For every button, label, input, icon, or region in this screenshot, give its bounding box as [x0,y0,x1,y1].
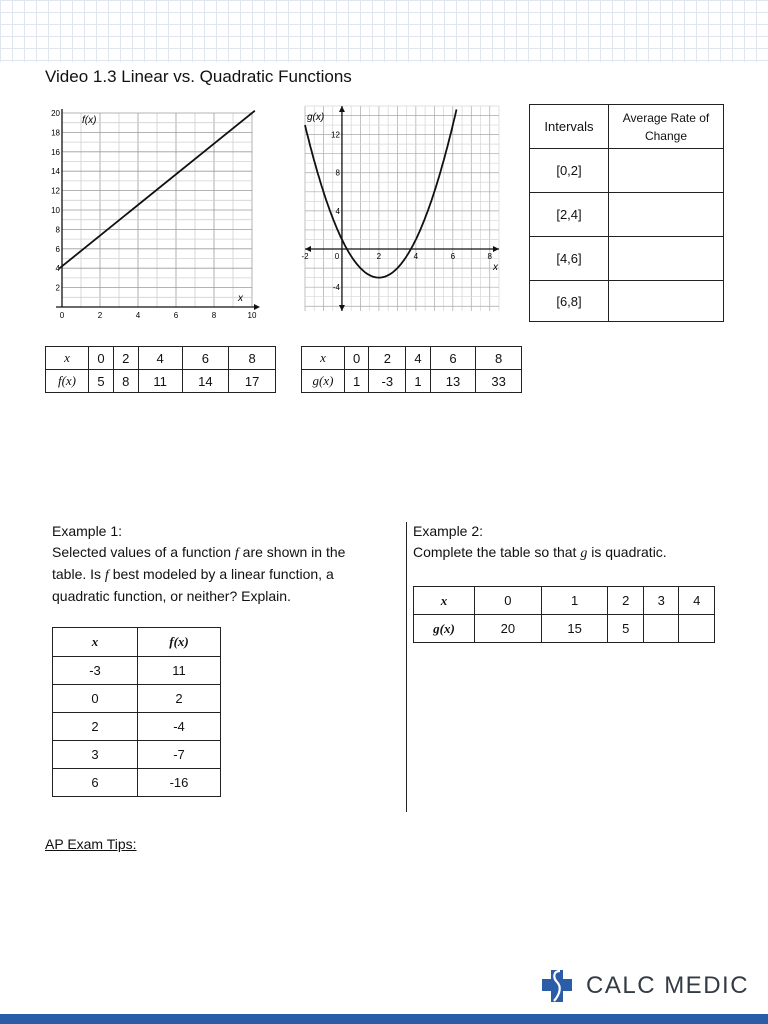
ap-exam-tips-heading: AP Exam Tips: [45,836,137,852]
f-table-x-cell: 4 [138,347,182,370]
interval-cell: [0,2] [530,149,609,193]
example-2-gx-label: g(x) [414,615,475,643]
graph-g-x-tick-label: 0 [334,252,340,262]
graph-f-y-tick-label: 6 [55,244,60,254]
example-1-col-x-header: x [53,628,138,657]
rate-answer-cell[interactable] [609,281,724,322]
graph-g-y-tick-label: -4 [332,283,340,293]
rate-answer-cell[interactable] [609,149,724,193]
graph-f-y-tick-label: 16 [51,147,60,157]
example-2-prompt [413,542,743,564]
example-2-text: Complete the table so that [413,544,581,560]
example-1-prompt-line-3: quadratic function, or neither? Explain. [52,588,291,604]
example-1-prompt-line-2 [52,564,397,586]
example-2-table [413,586,715,643]
graph-g-y-tick-label: 4 [335,206,340,216]
f-table-x-cell: 6 [182,347,229,370]
graph-f-x-axis-letter: x [238,293,243,304]
graph-f-y-tick-label: 2 [55,283,60,293]
graph-f-function-label: f(x) [82,115,97,126]
g-table-x-cell: 4 [406,347,430,370]
example-2-text: is quadratic. [587,544,667,560]
example-1-x-cell: 3 [53,741,138,769]
interval-cell: [2,4] [530,193,609,237]
graph-g-x-tick-label: 2 [376,252,382,262]
example-2-g-cell: 20 [475,615,542,643]
graph-f-x-tick-label: 2 [97,311,103,320]
example-1-text: are shown in the [238,544,346,560]
interval-cell: [4,6] [530,237,609,281]
brand-name: CALC MEDIC [586,972,750,999]
graph-f-x-arrow [254,304,260,310]
graph-f-tick-labels [51,109,257,320]
graph-f-y-tick-label: 20 [51,109,60,118]
example-1-text: best modeled by a linear function, a [108,566,334,582]
example-1-block [52,521,397,607]
graph-f-x-tick-label: 10 [247,311,257,320]
example-1-x-cell: 0 [53,685,138,713]
graph-f-y-tick-label: 12 [51,186,60,196]
f-table-y-cell: 11 [138,370,182,393]
f-table-y-cell: 8 [113,370,138,393]
footer-bar [0,1014,768,1024]
f-table-x-label: x [46,347,89,370]
example-2-x-cell: 4 [679,587,715,615]
rate-answer-cell[interactable] [609,237,724,281]
example-1-prompt-line-1 [52,542,397,564]
example-1-heading: Example 1: [52,523,123,539]
g-table-gx-label: g(x) [302,370,345,393]
example-1-text: Selected values of a function [52,544,235,560]
header-grid-pattern [0,0,768,62]
example-2-block [413,521,743,564]
example-2-x-label: x [414,587,475,615]
example-1-text: table. Is [52,566,105,582]
example-1-x-cell: 2 [53,713,138,741]
graph-f-y-tick-label: 10 [51,206,60,215]
function-symbol: g [580,546,588,561]
graph-g-y-tick-label: 8 [335,168,340,178]
example-2-x-cell: 0 [475,587,542,615]
graph-g-y-arrow-down [339,305,345,311]
example-2-g-cell: 15 [541,615,608,643]
example-2-heading: Example 2: [413,523,484,539]
function-symbol: f [234,546,239,561]
interval-cell: [6,8] [530,281,609,322]
graph-f-x-tick-label: 4 [135,311,141,320]
f-table-x-cell: 2 [113,347,138,370]
rate-table-header-intervals: Intervals [530,105,609,149]
example-1-fx-cell: -4 [138,713,221,741]
f-table-x-cell: 0 [89,347,114,370]
graph-f-y-tick-label: 18 [51,128,60,138]
graph-f-x-tick-label: 0 [59,311,65,320]
f-table-x-cell: 8 [229,347,276,370]
f-table-y-cell: 14 [182,370,229,393]
g-table-x-label: x [302,347,345,370]
example-2-g-cell: 5 [608,615,644,643]
graph-f [40,103,260,325]
example-2-x-cell: 2 [608,587,644,615]
g-table-y-cell: 33 [476,370,522,393]
example-1-fx-cell: 11 [138,657,221,685]
graph-f-y-tick-label: 14 [51,167,60,177]
graph-g-x-tick-label: 6 [450,252,456,262]
example-1-fx-cell: -16 [138,769,221,797]
graph-g [297,103,507,318]
example-1-table [52,627,221,797]
column-divider [406,522,407,812]
example-2-x-cell: 1 [541,587,608,615]
example-1-x-cell: 6 [53,769,138,797]
graph-f-grid [62,113,252,307]
f-values-table [45,346,276,393]
graph-g-x-tick-label: 4 [413,252,419,262]
graph-f-x-tick-label: 8 [211,311,217,320]
f-table-y-cell: 5 [89,370,114,393]
graph-g-x-tick-label: -2 [301,252,309,262]
example-1-x-cell: -3 [53,657,138,685]
example-2-g-answer-cell[interactable] [643,615,679,643]
example-2-g-answer-cell[interactable] [679,615,715,643]
graph-g-x-tick-label: 8 [487,252,492,262]
f-table-fx-label: f(x) [46,370,89,393]
f-table-y-cell: 17 [229,370,276,393]
page-title: Video 1.3 Linear vs. Quadratic Functions [45,67,352,86]
example-1-col-fx-header: f(x) [138,628,221,657]
rate-answer-cell[interactable] [609,193,724,237]
rate-of-change-table [529,104,724,322]
g-table-y-cell: -3 [369,370,406,393]
graph-g-y-tick-label: 12 [331,130,340,140]
example-1-fx-cell: 2 [138,685,221,713]
g-table-x-cell: 0 [345,347,369,370]
graph-f-y-tick-label: 8 [55,225,60,235]
graph-f-x-tick-label: 6 [173,311,179,320]
graph-g-x-axis-letter: x [493,262,498,273]
graph-g-y-arrow-up [339,106,345,112]
graph-g-function-label: g(x) [307,112,325,123]
g-table-y-cell: 13 [430,370,476,393]
g-table-x-cell: 2 [369,347,406,370]
g-table-y-cell: 1 [345,370,369,393]
example-2-x-cell: 3 [643,587,679,615]
graph-f-axes [56,109,260,310]
graph-g-x-arrow-right [493,246,499,252]
g-table-x-cell: 6 [430,347,476,370]
graph-f-y-tick-label: 4 [55,264,60,274]
rate-table-header-rate: Average Rate of Change [609,105,724,149]
g-table-y-cell: 1 [406,370,430,393]
g-values-table [301,346,522,393]
g-table-x-cell: 8 [476,347,522,370]
example-1-fx-cell: -7 [138,741,221,769]
function-symbol: f [104,568,109,583]
calc-medic-logo-icon [540,968,574,1004]
